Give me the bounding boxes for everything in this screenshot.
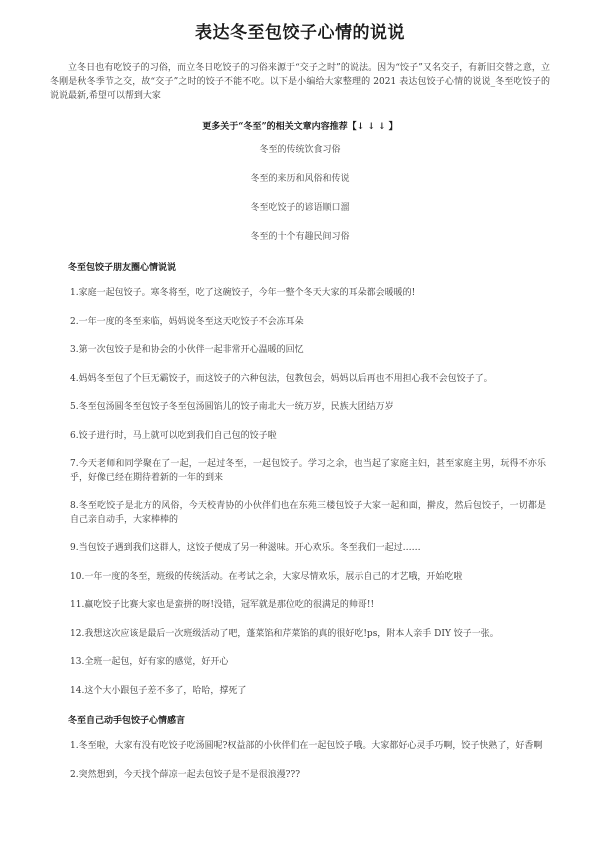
recommended-link-item[interactable] (50, 144, 550, 156)
list-item: 6.饺子进行时，马上就可以吃到我们自己包的饺子啦 (70, 430, 277, 441)
list-item: 8.冬至吃饺子是北方的风俗，今天校青协的小伙伴们也在东苑三楼包饺子大家一起和面，擀皮，然后包饺子，一切都是自己亲自动手，大家棒棒的 (70, 501, 546, 525)
section2-list (50, 740, 550, 782)
section1-list (50, 287, 550, 698)
recommended-link[interactable]: 冬至的十个有趣民间习俗 (250, 232, 350, 242)
list-item: 11.赢吃饺子比赛大家也是蛮拼的呀!没错，冠军就是那位吃的很满足的帅哥!! (70, 600, 375, 610)
list-item: 4.妈妈冬至包了个巨无霸饺子，而这饺子的六种包法，包教包会，妈妈以后再也不用担心我不会包饺子了。 (70, 373, 493, 384)
recommended-link-item[interactable] (50, 202, 550, 214)
intro-paragraph: 立冬日也有吃饺子的习俗，而立冬日吃饺子的习俗来源于“交子之时”的说法。因为“饺子”又名交子，有新旧交替之意，立冬刚是秋冬季节之交，故“交子”之时的饺子不能不吃。以下是小编给大家整理的 2021 表达包饺子心情的说说_冬至吃饺子的说说最新,希望可以帮到大家 (50, 63, 550, 101)
recommended-links (50, 144, 550, 243)
recommended-link[interactable]: 冬至的传统饮食习俗 (259, 145, 341, 155)
section-heading: 冬至包饺子朋友圈心情说说 (68, 263, 177, 273)
list-item: 5.冬至包汤圆冬至包饺子冬至包汤圆馅儿的饺子南北大一统万岁，民族大团结万岁 (70, 402, 394, 412)
recommended-link[interactable]: 冬至的来历和风俗和传说 (250, 174, 350, 184)
page-title: 表达冬至包饺子心情的说说 (195, 23, 405, 43)
list-item: 13.全班一起包，好有家的感觉，好开心 (70, 657, 229, 667)
list-item: 9.当包饺子遇到我们这群人，这饺子便成了另一种滋味。开心欢乐。冬至我们一起过…… (70, 543, 421, 553)
list-item: 14.这个大小跟包子差不多了，哈哈，撑死了 (70, 685, 247, 696)
recommended-link[interactable]: 冬至吃饺子的谚语顺口溜 (250, 203, 350, 213)
list-item: 12.我想这次应该是最后一次班级活动了吧，蓬菜馅和芹菜馅的真的很好吃!ps，附本人亲手 DIY 饺子一张。 (70, 628, 499, 639)
list-item: 1.冬至啦，大家有没有吃饺子吃汤圆呢?权益部的小伙伴们在一起包饺子哦。大家都好心灵手巧啊，饺子快熟了，好香啊 (70, 741, 543, 751)
recommended-link-item[interactable] (50, 231, 550, 243)
list-item: 7.今天老师和同学聚在了一起，一起过冬至，一起包饺子。学习之余，也当起了家庭主妇，甚至家庭主男，玩得不亦乐乎，好像已经在期待着新的一年的到来 (70, 459, 546, 483)
section-heading: 冬至自己动手包饺子心情感言 (68, 716, 186, 726)
list-item: 2.突然想到，今天找个薛凉一起去包饺子是不是很浪漫??? (70, 769, 301, 780)
list-item: 10.一年一度的冬至，班级的传统活动。在考试之余，大家尽情欢乐，展示自己的才艺哦，开始吃啦 (70, 571, 463, 582)
list-item: 3.第一次包饺子是和协会的小伙伴一起非常开心温暖的回忆 (70, 345, 304, 355)
recommend-label: 更多关于“冬至”的相关文章内容推荐【↓ ↓ ↓ 】 (202, 122, 398, 132)
list-item: 2.一年一度的冬至来临，妈妈说冬至这天吃饺子不会冻耳朵 (70, 316, 304, 327)
list-item: 1.家庭一起包饺子。寒冬将至，吃了这碗饺子，今年一整个冬天大家的耳朵都会暖暖的! (70, 288, 416, 298)
recommended-link-item[interactable] (50, 173, 550, 185)
